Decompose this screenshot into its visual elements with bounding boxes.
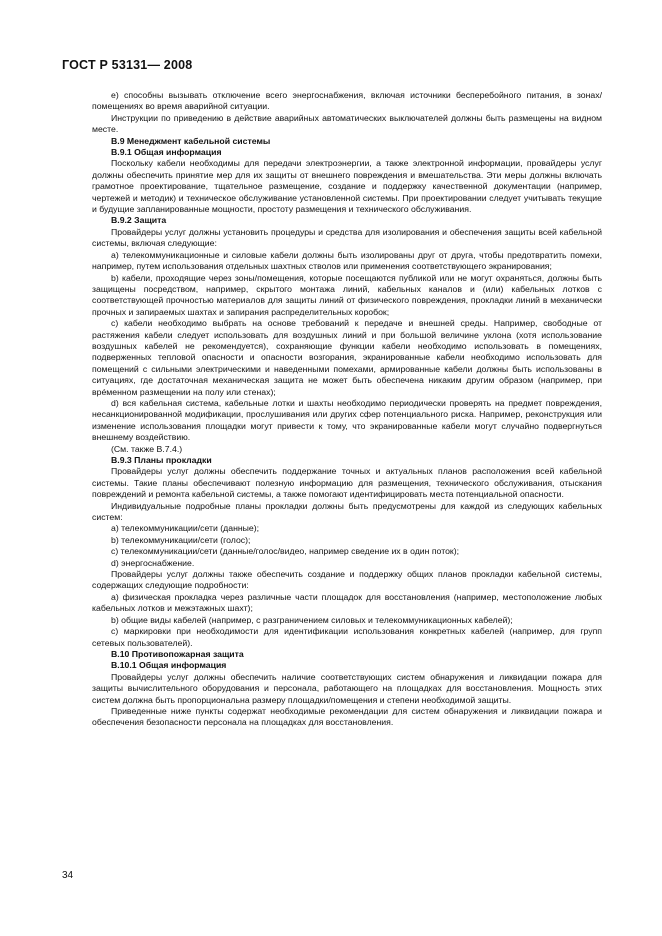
section-heading-b9: В.9 Менеджмент кабельной системы [111,135,271,146]
document-body [92,90,602,729]
list-item: c) телекоммуникации/сети (данные/голос/видео, например сведение их в один поток); [111,546,460,557]
paragraph: Провайдеры услуг должны обеспечить поддержание точных и актуальных планов расположения всей кабельной системы. Такие планы обеспечивают полезную информацию для размещения, технического обслуживания, отыскания повреждений и ремонта кабельной системы, а также помогают идентифицировать места потенциальной опасности. [92,466,602,500]
list-item: a) телекоммуникационные и силовые кабели должны быть изолированы друг от друга, чтобы предотвратить помехи, например, путем использования отдельных шахтных стволов или применения соответствующего экранирования; [92,249,602,272]
paragraph: Индивидуальные подробные планы прокладки должны быть предусмотрены для каждой из следующих кабельных систем: [92,500,602,523]
list-item: d) вся кабельная система, кабельные лотки и шахты необходимо периодически проверять на предмет повреждения, несанкционированной модификации, прослушивания или других сфер потенциального риска. Например, реконструкция или изменение использования площадки могут привести к тому, что экранированные кабели могут случайно подвергнуться внешнему воздействию. [92,397,602,443]
paragraph: Инструкции по приведению в действие аварийных автоматических выключателей должны быть размещены на видном месте. [92,112,602,135]
list-item: b) общие виды кабелей (например, с разграничением силовых и телекоммуникационных кабелей); [111,614,513,625]
paragraph: Провайдеры услуг должны установить процедуры и средства для изолирования и обеспечения защиты всей кабельной системы, включая следующие: [92,226,602,249]
subsection-heading-b91: В.9.1 Общая информация [111,147,222,158]
paragraph: Приведенные ниже пункты содержат необходимые рекомендации для систем обнаружения и ликвидации пожара и обеспечения безопасности персонала на площадках для восстановления. [92,705,602,728]
subsection-heading-b93: В.9.3 Планы прокладки [111,455,212,465]
subsection-heading-b92: В.9.2 Защита [111,215,167,226]
list-item: c) маркировки при необходимости для идентификации использования конкретных кабелей (например, для групп сетевых пользователей). [92,626,602,648]
list-item: c) кабели необходимо выбрать на основе требований к передаче и внешней среды. Например, свободные от растяжения кабели следует использовать для воздушных линий и при большой величине уклона (хотя использование воздушных кабелей не рекомендуется), сохраняющие функции кабели необходимо использовать в помещениях, подверженных тепловой опасности и опасности возгорания, экранированные кабели необходимо использовать для помещений с сильными электрическими и наведенными помехами, армированные кабели должны быть использованы в ситуациях, где достаточная механическая защита не может быть обеспечена никаким другим образом (например, при врéменном размещении на полу или стенах); [92,318,602,397]
paragraph: Поскольку кабели необходимы для передачи электроэнергии, а также электронной информации, провайдеры услуг должны обеспечить принятие мер для их защиты от внешнего повреждения и вмешательства. Эти меры должны включать грамотное проектирование, тщательное размещение, создание и поддержку качественной документации (например, чертежей и методик) и техническое обслуживание установленной системы. При проектировании следует учитывать текущие и будущие запланированные мощности, простоту размещения и технического обслуживания. [92,158,602,215]
paragraph-item-e: e) способны вызывать отключение всего энергоснабжения, включая источники бесперебойного питания, в зонах/помещениях во время аварийной ситуации. [92,90,602,112]
section-heading-b10: В.10 Противопожарная защита [111,648,244,659]
paragraph: Провайдеры услуг должны обеспечить наличие соответствующих систем обнаружения и ликвидации пожара для защиты вычислительного оборудования и персонала, работающего на площадках для восстановления. Мощность этих систем должна быть пропорциональна размеру площадки/помещения и степени необходимой защиты. [92,671,602,705]
standard-header: ГОСТ Р 53131— 2008 [62,58,193,72]
page-number: 34 [62,870,74,881]
subsection-heading-b101: В.10.1 Общая информация [111,660,227,671]
list-item: a) телекоммуникации/сети (данные); [111,523,260,534]
cross-reference: (См. также В.7.4.) [111,443,183,454]
list-item: a) физическая прокладка через различные части площадок для восстановления (например, местоположение любых кабельных лотков и межэтажных шахт); [92,591,602,614]
list-item: b) кабели, проходящие через зоны/помещения, которые посещаются публикой или не могут охраняться, должны быть защищены посредством, например, скрытого монтажа линий, кабельных каналов и (или) кабельных лотков с соответствующей прочностью материалов для защиты линий от физического повреждения, прокладки линий в механически прочных и запираемых шахтах и запирания распределительных коробок; [92,272,602,317]
paragraph: Провайдеры услуг должны также обеспечить создание и поддержку общих планов прокладки кабельной системы, содержащих следующие подробности: [92,569,602,591]
list-item: d) энергоснабжение. [111,557,195,568]
list-item: b) телекоммуникации/сети (голос); [111,534,251,545]
